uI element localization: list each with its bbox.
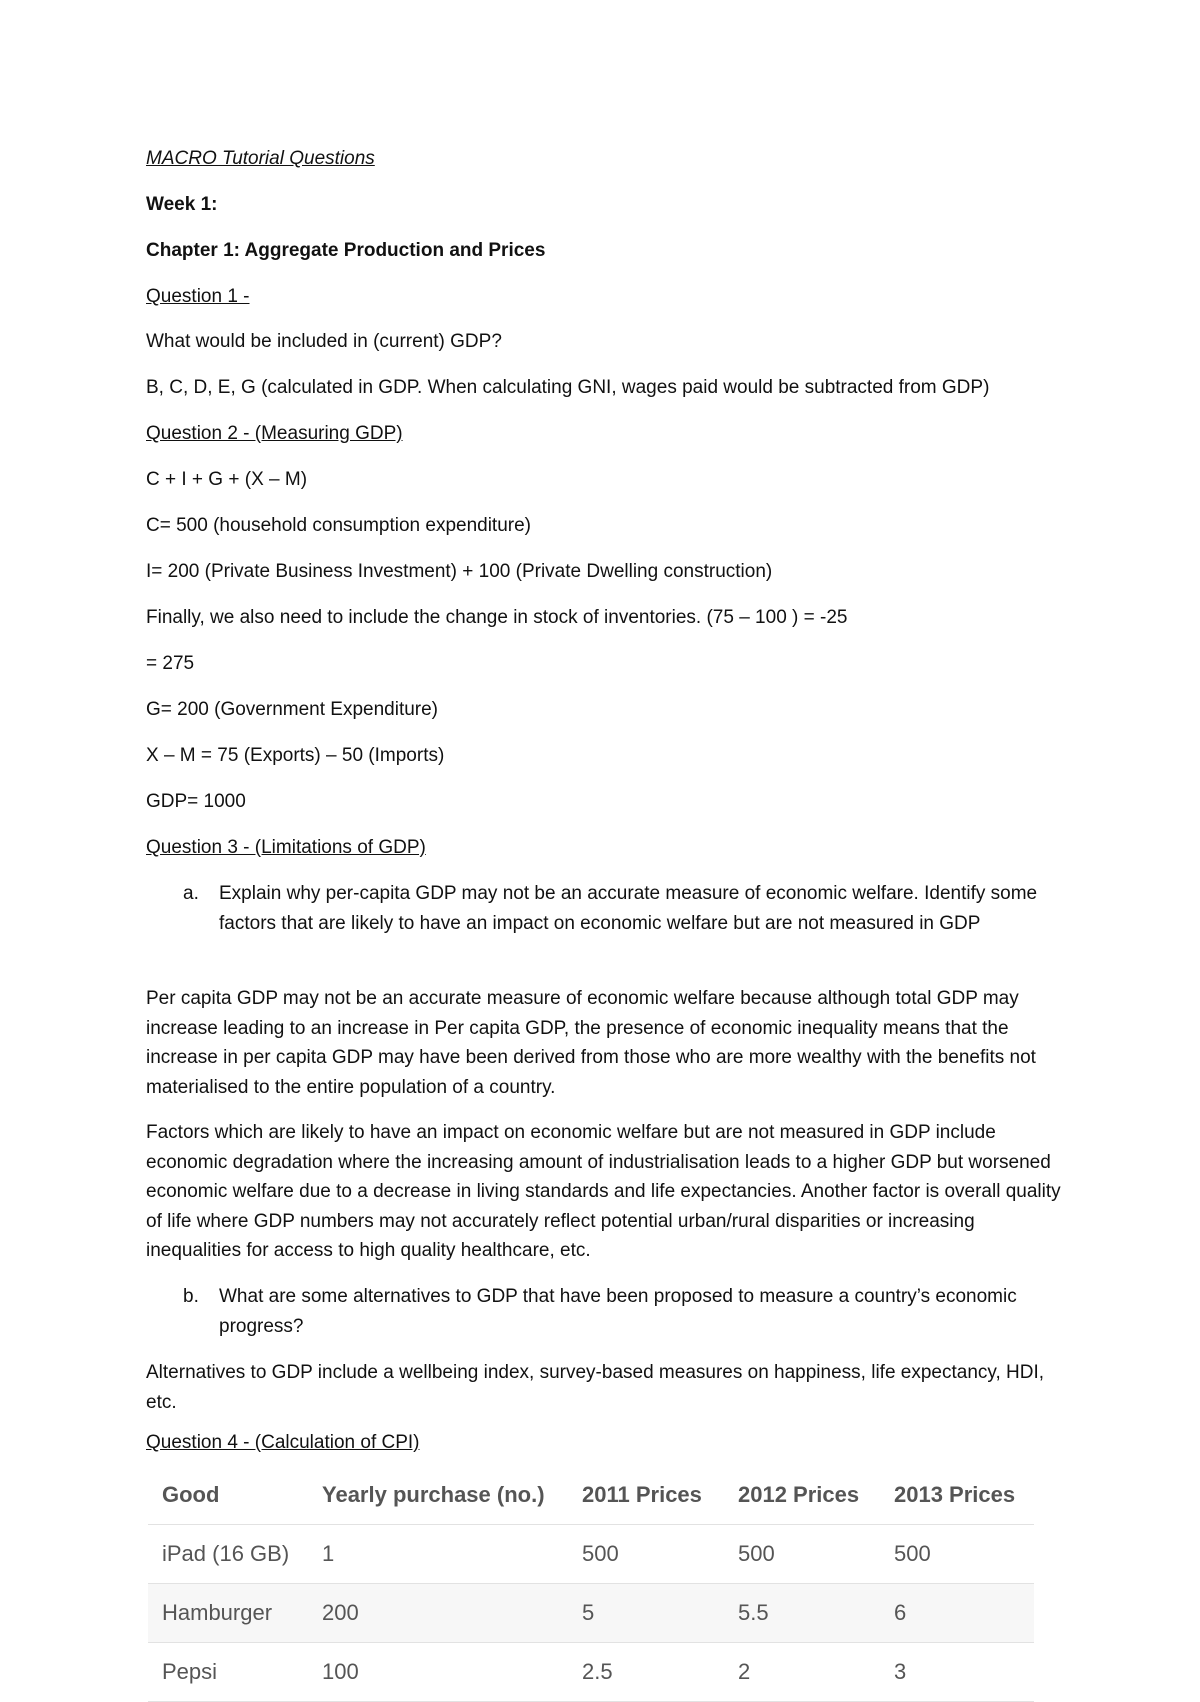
government-line: G= 200 (Government Expenditure) xyxy=(146,699,439,720)
table-cell: 5.5 xyxy=(724,1584,880,1643)
table-row xyxy=(148,1643,1034,1702)
question-3a-text: Explain why per-capita GDP may not be an accurate measure of economic welfare. Identify some factors that are likely to have an impact on economic welfare but are not measured in GDP xyxy=(219,883,1038,934)
question-3b-answer: Alternatives to GDP include a wellbeing index, survey-based measures on happiness, life expectancy, HDI, etc. xyxy=(146,1362,1045,1413)
table-cell: 500 xyxy=(724,1525,880,1584)
question-3-heading: Question 3 - (Limitations of GDP) xyxy=(146,837,426,858)
question-2-heading: Question 2 - (Measuring GDP) xyxy=(146,423,403,444)
table-cell: 5 xyxy=(568,1584,724,1643)
question-3a-answer-1: Per capita GDP may not be an accurate measure of economic welfare because although total GDP may increase leading to an increase in Per capita GDP, the presence of economic inequality means that the increase in per capita GDP may have been derived from those who are more wealthy with the benefits not materialised to the entire population of a country. xyxy=(146,988,1036,1098)
table-cell: 200 xyxy=(308,1584,568,1643)
question-1-heading: Question 1 - xyxy=(146,286,250,307)
investment-total-line: = 275 xyxy=(146,653,195,674)
column-header-2011-prices: 2011 Prices xyxy=(568,1466,724,1525)
gdp-total-line: GDP= 1000 xyxy=(146,791,246,812)
list-marker-b: b. xyxy=(183,1286,199,1307)
question-3a-answer-2: Factors which are likely to have an impact on economic welfare but are not measured in GDP include economic degradation where the increasing amount of industrialisation leads to a higher GDP but worsened economic welfare due to a decrease in living standards and life expectancies. Another factor is overall quality of life where GDP numbers may not accurately reflect potential urban/rural disparities or increasing inequalities for access to high quality healthcare, etc. xyxy=(146,1122,1061,1261)
table-cell: 2.5 xyxy=(568,1643,724,1702)
table-cell: 100 xyxy=(308,1643,568,1702)
table-cell: 1 xyxy=(308,1525,568,1584)
table-cell: Pepsi xyxy=(148,1643,308,1702)
gdp-formula: C + I + G + (X – M) xyxy=(146,469,308,490)
chapter-heading: Chapter 1: Aggregate Production and Prices xyxy=(146,240,546,261)
table-row xyxy=(148,1584,1034,1643)
consumption-line: C= 500 (household consumption expenditure) xyxy=(146,515,532,536)
cpi-table xyxy=(148,1466,1034,1702)
table-cell: 500 xyxy=(568,1525,724,1584)
table-cell: Hamburger xyxy=(148,1584,308,1643)
net-exports-line: X – M = 75 (Exports) – 50 (Imports) xyxy=(146,745,445,766)
table-cell: 500 xyxy=(880,1525,1034,1584)
table-cell: iPad (16 GB) xyxy=(148,1525,308,1584)
table-cell: 6 xyxy=(880,1584,1034,1643)
question-1-prompt: What would be included in (current) GDP? xyxy=(146,331,502,352)
question-4-heading: Question 4 - (Calculation of CPI) xyxy=(146,1432,420,1453)
column-header-yearly-purchase: Yearly purchase (no.) xyxy=(308,1466,568,1525)
table-cell: 3 xyxy=(880,1643,1034,1702)
week-heading: Week 1: xyxy=(146,194,218,215)
list-marker-a: a. xyxy=(183,883,199,904)
document-title: MACRO Tutorial Questions xyxy=(146,148,375,169)
inventories-line: Finally, we also need to include the change in stock of inventories. (75 – 100 ) = -25 xyxy=(146,607,848,628)
question-1-answer: B, C, D, E, G (calculated in GDP. When calculating GNI, wages paid would be subtracted from GDP) xyxy=(146,377,990,398)
column-header-good: Good xyxy=(148,1466,308,1525)
table-header-row xyxy=(148,1466,1034,1525)
investment-line: I= 200 (Private Business Investment) + 100 (Private Dwelling construction) xyxy=(146,561,773,582)
table-cell: 2 xyxy=(724,1643,880,1702)
table-row xyxy=(148,1525,1034,1584)
column-header-2013-prices: 2013 Prices xyxy=(880,1466,1034,1525)
question-3b-text: What are some alternatives to GDP that have been proposed to measure a country’s economic progress? xyxy=(219,1286,1017,1337)
column-header-2012-prices: 2012 Prices xyxy=(724,1466,880,1525)
